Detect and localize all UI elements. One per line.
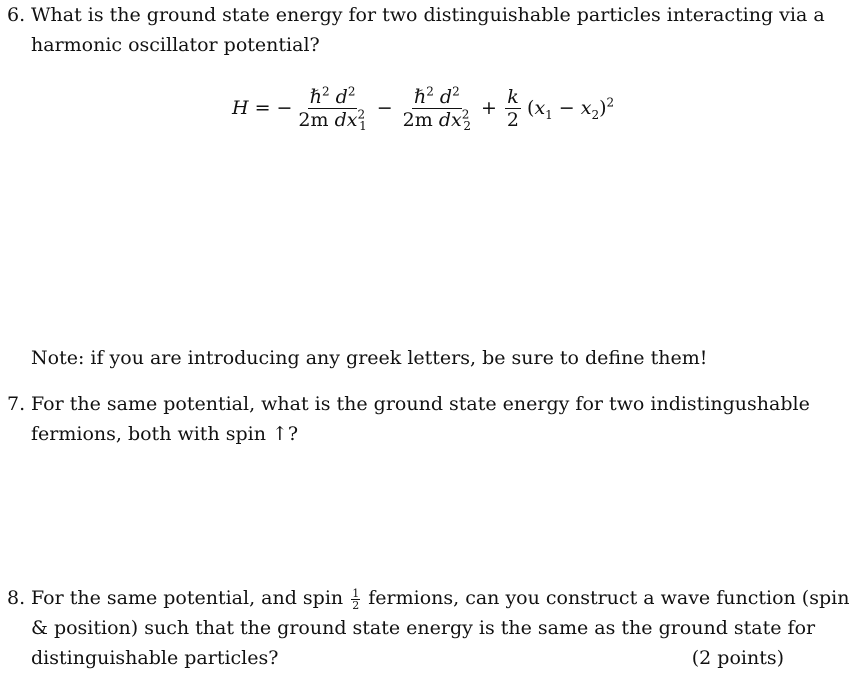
question-8-line-3: distinguishable particles? (2 points) [31,643,784,673]
question-8-number: 8. [7,587,26,609]
eq-k-over-2 [505,86,521,131]
eq-equals: = [254,97,271,119]
question-7-number: 7. [7,393,26,415]
eq-potential-term: $(x_1 - x_2)^2$ [527,95,615,122]
eq-term-1-denominator: 2m $dx^2_1$ [298,107,367,134]
question-6-line-2: harmonic oscillator potential? [31,34,320,56]
one-half-fraction: $\frac{1}{2}$ [352,586,360,612]
eq-term-1-numerator: ℏ$^2$ $d^2$ [309,84,356,108]
question-6-line-1: What is the ground state energy for two distinguishable particles interacting via a [31,4,825,26]
question-8-text [31,583,849,673]
question-8-line-1: For the same potential, and spin $\frac{1}{2}$ fermions, can you construct a wave function (spin [31,586,849,612]
hamiltonian-equation [232,80,614,136]
points-label: (2 points) [691,647,784,669]
eq-term-2-numerator: ℏ$^2$ $d^2$ [413,84,460,108]
eq-lhs: H [232,97,249,119]
eq-minus-2: − [376,97,393,119]
eq-minus-1: − [276,97,293,119]
note-text: Note: if you are introducing any greek letters, be sure to define them! [31,347,708,369]
question-7-line-1: For the same potential, what is the ground state energy for two indistingushable [31,393,810,415]
question-6-text [31,0,825,60]
eq-term-1 [296,84,368,134]
eq-plus: + [481,97,497,119]
question-7-text [31,389,810,449]
question-7-line-2: fermions, both with spin ↑? [31,423,299,445]
question-8-line-2: & position) such that the ground state energy is the same as the ground state for [31,617,816,639]
eq-k-denominator: 2 [506,108,520,131]
eq-term-2-denominator: 2m $dx^2_2$ [402,107,471,134]
question-6-number: 6. [7,4,26,26]
eq-term-2 [401,84,473,134]
eq-k-numerator: k [507,85,519,108]
